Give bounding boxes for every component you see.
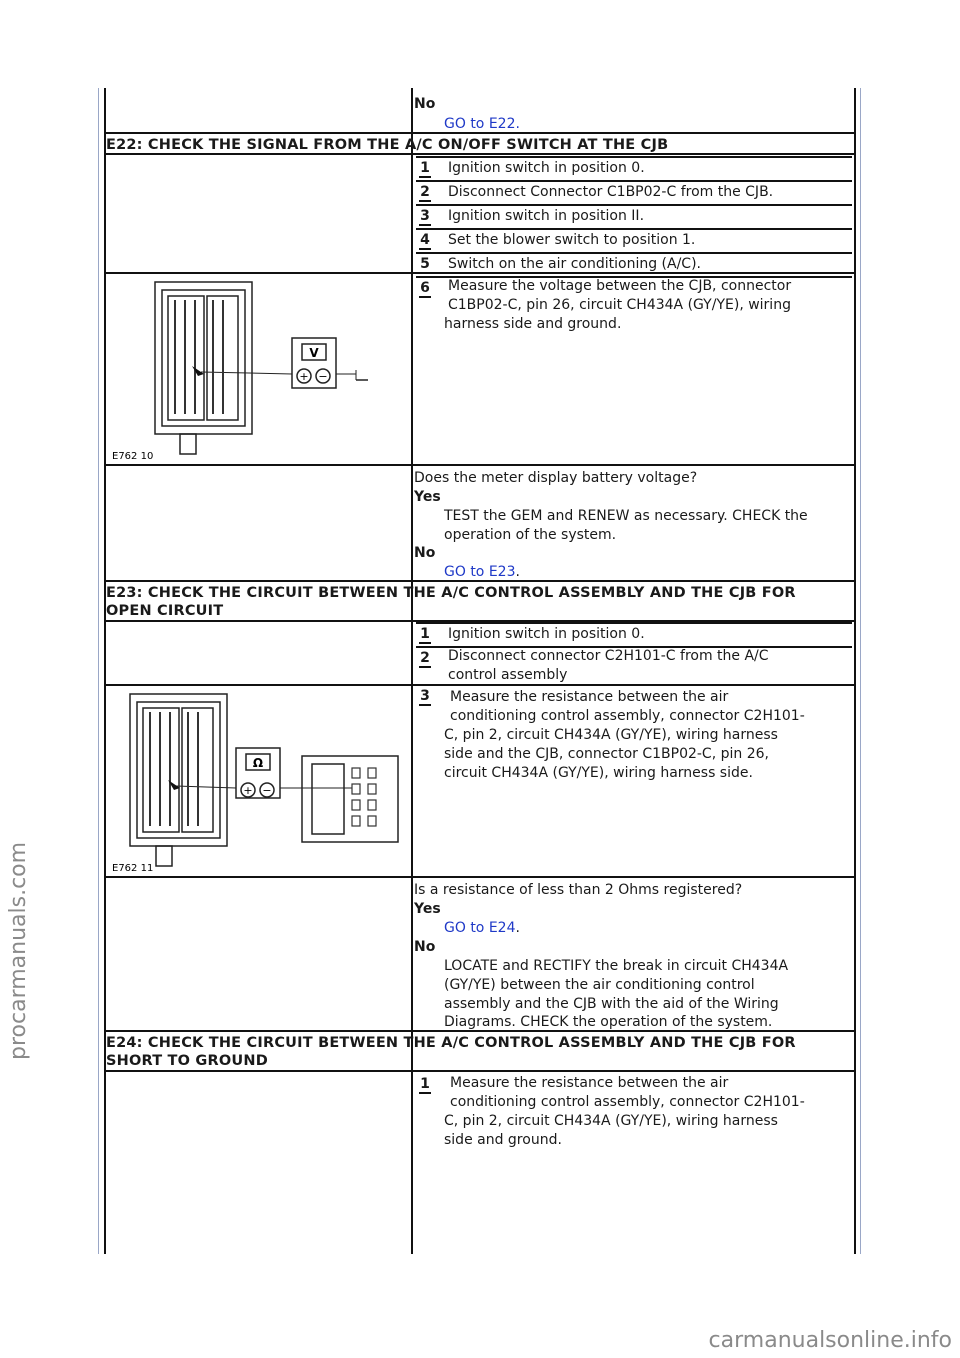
step-text: Ignition switch in position II. [448, 208, 645, 224]
step-number: 1 [420, 626, 430, 642]
e23-connector-figure [106, 686, 411, 876]
step-text: Ignition switch in position 0. [448, 160, 645, 176]
frame-right-thin [860, 88, 861, 1254]
step-text: C, pin 2, circuit CH434A (GY/YE), wiring harness [444, 1113, 778, 1129]
step-text: C1BP02-C, pin 26, circuit CH434A (GY/YE), wiring [448, 297, 791, 313]
e22-step-2 [416, 180, 852, 206]
e23-step-1 [416, 622, 852, 648]
meter-symbol: Ω [252, 756, 264, 770]
meter-symbol: V [309, 346, 319, 360]
step-text: Measure the resistance between the air [450, 689, 729, 705]
divider [104, 876, 856, 878]
e22-no-link[interactable]: GO to E23 [444, 564, 516, 580]
e23-yes-link[interactable]: GO to E24 [444, 920, 516, 936]
divider [104, 464, 856, 466]
step-number: 3 [420, 688, 430, 704]
e23-no-text: (GY/YE) between the air conditioning control [444, 977, 755, 993]
svg-text:−: − [262, 784, 272, 797]
e23-no-text: assembly and the CJB with the aid of the Wiring [444, 996, 779, 1012]
step-text: circuit CH434A (GY/YE), wiring harness side. [444, 765, 753, 781]
e22-yes-label: Yes [414, 489, 441, 505]
e22-yes-text: TEST the GEM and RENEW as necessary. CHECK the [444, 508, 808, 524]
top-no-link[interactable]: GO to E22. [444, 116, 520, 132]
step-text: conditioning control assembly, connector C2H101- [450, 708, 805, 724]
step-text: Set the blower switch to position 1. [448, 232, 696, 248]
step-number: 1 [420, 160, 430, 176]
frame-left-thin [98, 88, 99, 1254]
e23-heading-line-2: OPEN CIRCUIT [106, 603, 224, 619]
svg-text:+: + [299, 370, 309, 383]
frame-right [854, 88, 856, 1254]
e23-yes-label: Yes [414, 901, 441, 917]
e23-no-text: Diagrams. CHECK the operation of the system. [444, 1014, 773, 1030]
e22-yes-text: operation of the system. [444, 527, 617, 543]
step-text: C, pin 2, circuit CH434A (GY/YE), wiring harness [444, 727, 778, 743]
divider [104, 1030, 856, 1032]
step-text: side and the CJB, connector C1BP02-C, pin 26, [444, 746, 769, 762]
step-text: side and ground. [444, 1132, 562, 1148]
step-text: conditioning control assembly, connector C2H101- [450, 1094, 805, 1110]
step-text: Switch on the air conditioning (A/C). [448, 256, 701, 272]
figure-code: E762 10 [112, 451, 154, 462]
watermark-left: procarmanuals.com [6, 841, 31, 1060]
step-text: Ignition switch in position 0. [448, 626, 645, 642]
step-text: Measure the resistance between the air [450, 1075, 729, 1091]
frame-left [104, 88, 106, 1254]
step-number: 2 [420, 184, 430, 200]
step-text: Disconnect Connector C1BP02-C from the CJB. [448, 184, 774, 200]
e23-heading-line-1: E23: CHECK THE CIRCUIT BETWEEN THE A/C CONTROL ASSEMBLY AND THE CJB FOR [106, 585, 796, 601]
divider [104, 580, 856, 582]
svg-text:−: − [318, 370, 328, 383]
divider [104, 132, 856, 134]
e24-heading-line-2: SHORT TO GROUND [106, 1053, 268, 1069]
step-text: harness side and ground. [444, 316, 622, 332]
e22-step-5 [416, 252, 852, 278]
figure-code: E762 11 [112, 863, 154, 874]
step-text: Disconnect connector C2H101-C from the A/C [448, 648, 769, 664]
step-number: 1 [420, 1076, 430, 1092]
e23-question: Is a resistance of less than 2 Ohms registered? [414, 882, 743, 898]
divider [104, 153, 856, 155]
e22-heading: E22: CHECK THE SIGNAL FROM THE A/C ON/OFF SWITCH AT THE CJB [106, 137, 669, 153]
step-number: 2 [420, 650, 430, 666]
e22-no-line: GO to E23. [444, 564, 520, 580]
e23-no-label: No [414, 939, 436, 955]
e23-yes-line: GO to E24. [444, 920, 520, 936]
e22-step-1 [416, 156, 852, 182]
e22-connector-figure [106, 274, 411, 464]
step-text: control assembly [448, 667, 568, 683]
divider [104, 1070, 856, 1072]
column-divider [411, 88, 413, 1254]
step-number: 3 [420, 208, 430, 224]
watermark-bottom: carmanualsonline.info [708, 1328, 952, 1353]
e22-step-3 [416, 204, 852, 230]
e22-step-4 [416, 228, 852, 254]
step-number: 4 [420, 232, 430, 248]
top-no-label: No [414, 96, 436, 112]
step-number: 5 [420, 256, 430, 272]
e22-no-label: No [414, 545, 436, 561]
step-text: Measure the voltage between the CJB, connector [448, 278, 792, 294]
e23-no-text: LOCATE and RECTIFY the break in circuit CH434A [444, 958, 789, 974]
step-number: 6 [420, 280, 430, 296]
svg-text:+: + [243, 784, 253, 797]
e22-question: Does the meter display battery voltage? [414, 470, 698, 486]
e24-heading-line-1: E24: CHECK THE CIRCUIT BETWEEN THE A/C CONTROL ASSEMBLY AND THE CJB FOR [106, 1035, 796, 1051]
